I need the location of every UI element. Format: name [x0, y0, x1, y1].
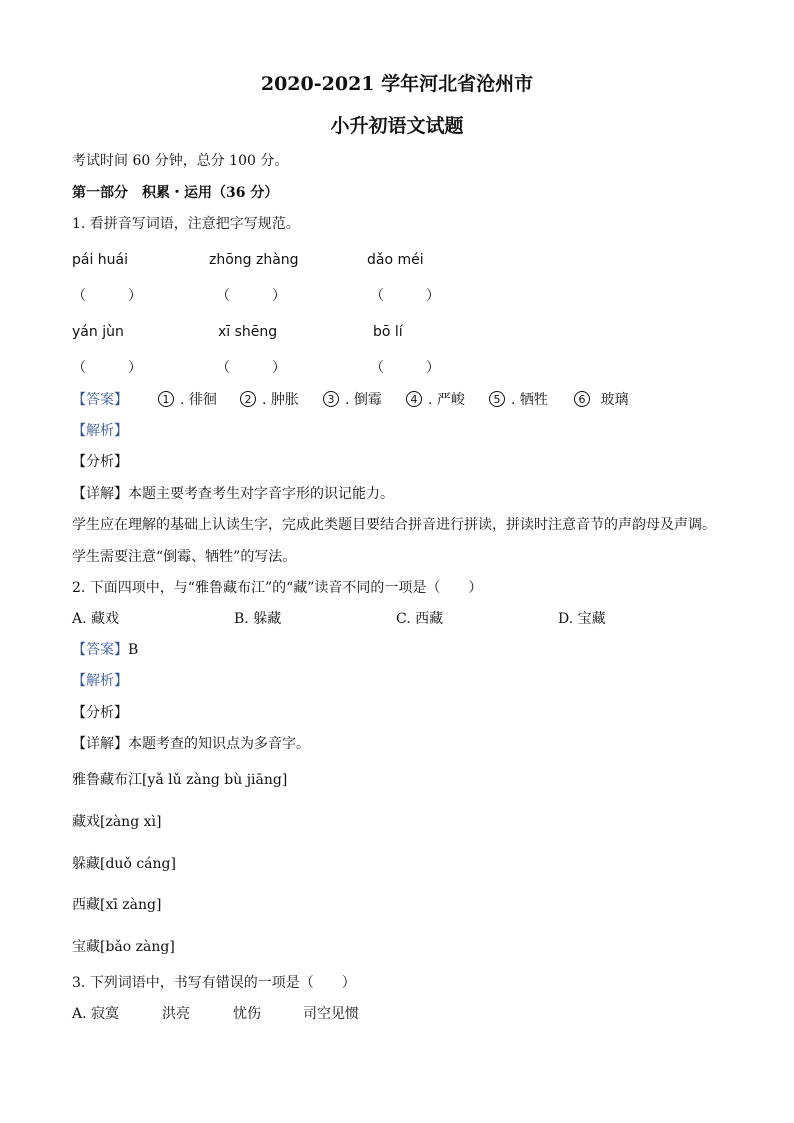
q2-option-d: D. 宝藏 — [558, 611, 606, 627]
circled-number: 6 — [574, 391, 590, 407]
q2-analysis-tag: 【解析】 — [72, 673, 128, 689]
circled-number: 2 — [240, 391, 256, 407]
answer-text: 玻璃 — [596, 392, 629, 408]
circled-number: 1 — [158, 391, 174, 407]
answer-text: . 倒霉 — [345, 392, 382, 408]
q3-option-2: 洪亮 — [162, 1006, 190, 1022]
detail-tag: 【详解】 — [72, 736, 128, 752]
detail-text: 本题主要考查考生对字音字形的识记能力。 — [128, 486, 394, 502]
doc-title-line1: 2020-2021 学年河北省沧州市 — [260, 73, 534, 95]
answer-text: . 严峻 — [428, 392, 465, 408]
q1-pinyin-3: dǎo méi — [367, 252, 424, 268]
q2-reading-4: 西藏[xī zàng] — [72, 897, 162, 913]
q2-reading-5: 宝藏[bǎo zàng] — [72, 939, 175, 955]
q1-pinyin-5: xī shēng — [218, 324, 278, 340]
circled-number: 3 — [323, 391, 339, 407]
q2-reading-2: 藏戏[zàng xì] — [72, 814, 162, 830]
q1-pinyin-4: yán jùn — [72, 324, 124, 340]
exam-info: 考试时间 60 分钟，总分 100 分。 — [72, 153, 289, 169]
circled-number: 4 — [406, 391, 422, 407]
q2-fenxi-tag: 【分析】 — [72, 705, 128, 721]
q1-fenxi-tag: 【分析】 — [72, 454, 128, 470]
q1-answer-tag: 【答案】 — [72, 392, 128, 408]
q2-option-b: B. 躲藏 — [234, 611, 282, 627]
q1-answer-1 — [158, 391, 217, 409]
q1-blank-4: （ ） — [72, 360, 142, 376]
answer-tag: 【答案】 — [72, 642, 128, 658]
q2-reading-3: 躲藏[duǒ cáng] — [72, 856, 176, 872]
detail-text: 本题考查的知识点为多音字。 — [128, 736, 310, 752]
answer-text: . 牺牲 — [511, 392, 548, 408]
q1-pinyin-6: bō lí — [373, 324, 403, 340]
q3-option-3: 忧伤 — [233, 1006, 261, 1022]
answer-text: . 肿胀 — [262, 392, 299, 408]
q1-blank-2: （ ） — [216, 288, 286, 304]
q2-stem: 2. 下面四项中，与“雅鲁藏布江”的“藏”读音不同的一项是（ ） — [72, 580, 483, 596]
q2-answer — [72, 641, 138, 659]
q1-answer-5 — [489, 391, 548, 409]
q1-answer-2 — [240, 391, 299, 409]
q1-answer-6 — [574, 391, 628, 409]
q3-option-1: A. 寂寞 — [72, 1006, 120, 1022]
detail-tag: 【详解】 — [72, 486, 128, 502]
q2-detail — [72, 735, 310, 753]
q3-option-4: 司空见惯 — [303, 1006, 359, 1022]
q1-blank-3: （ ） — [370, 288, 440, 304]
q1-stem: 1. 看拼音写词语，注意把字写规范。 — [72, 216, 300, 232]
q1-pinyin-1: pái huái — [72, 252, 129, 268]
q2-option-c: C. 西藏 — [396, 611, 444, 627]
answer-value: B — [128, 642, 139, 658]
q1-detail — [72, 485, 394, 503]
q1-blank-6: （ ） — [370, 360, 440, 376]
q2-reading-1: 雅鲁藏布江[yǎ lǔ zàng bù jiāng] — [72, 772, 288, 788]
q1-note-2: 学生需要注意“倒霉、牺牲”的写法。 — [72, 549, 297, 565]
section-heading: 第一部分 积累・运用（36 分） — [72, 185, 279, 201]
q1-answer-3 — [323, 391, 382, 409]
q2-option-a: A. 藏戏 — [72, 611, 120, 627]
doc-title-line2: 小升初语文试题 — [330, 115, 464, 137]
q3-stem: 3. 下列词语中，书写有错误的一项是（ ） — [72, 975, 356, 991]
circled-number: 5 — [489, 391, 505, 407]
answer-text: . 徘徊 — [180, 392, 217, 408]
q1-blank-5: （ ） — [216, 360, 286, 376]
q1-pinyin-2: zhōng zhàng — [209, 252, 299, 268]
q1-answer-4 — [406, 391, 465, 409]
q1-blank-1: （ ） — [72, 288, 142, 304]
q1-analysis-tag: 【解析】 — [72, 423, 128, 439]
q1-note-1: 学生应在理解的基础上认读生字，完成此类题目要结合拼音进行拼读，拼读时注意音节的声韵母及声调。 — [72, 517, 716, 533]
